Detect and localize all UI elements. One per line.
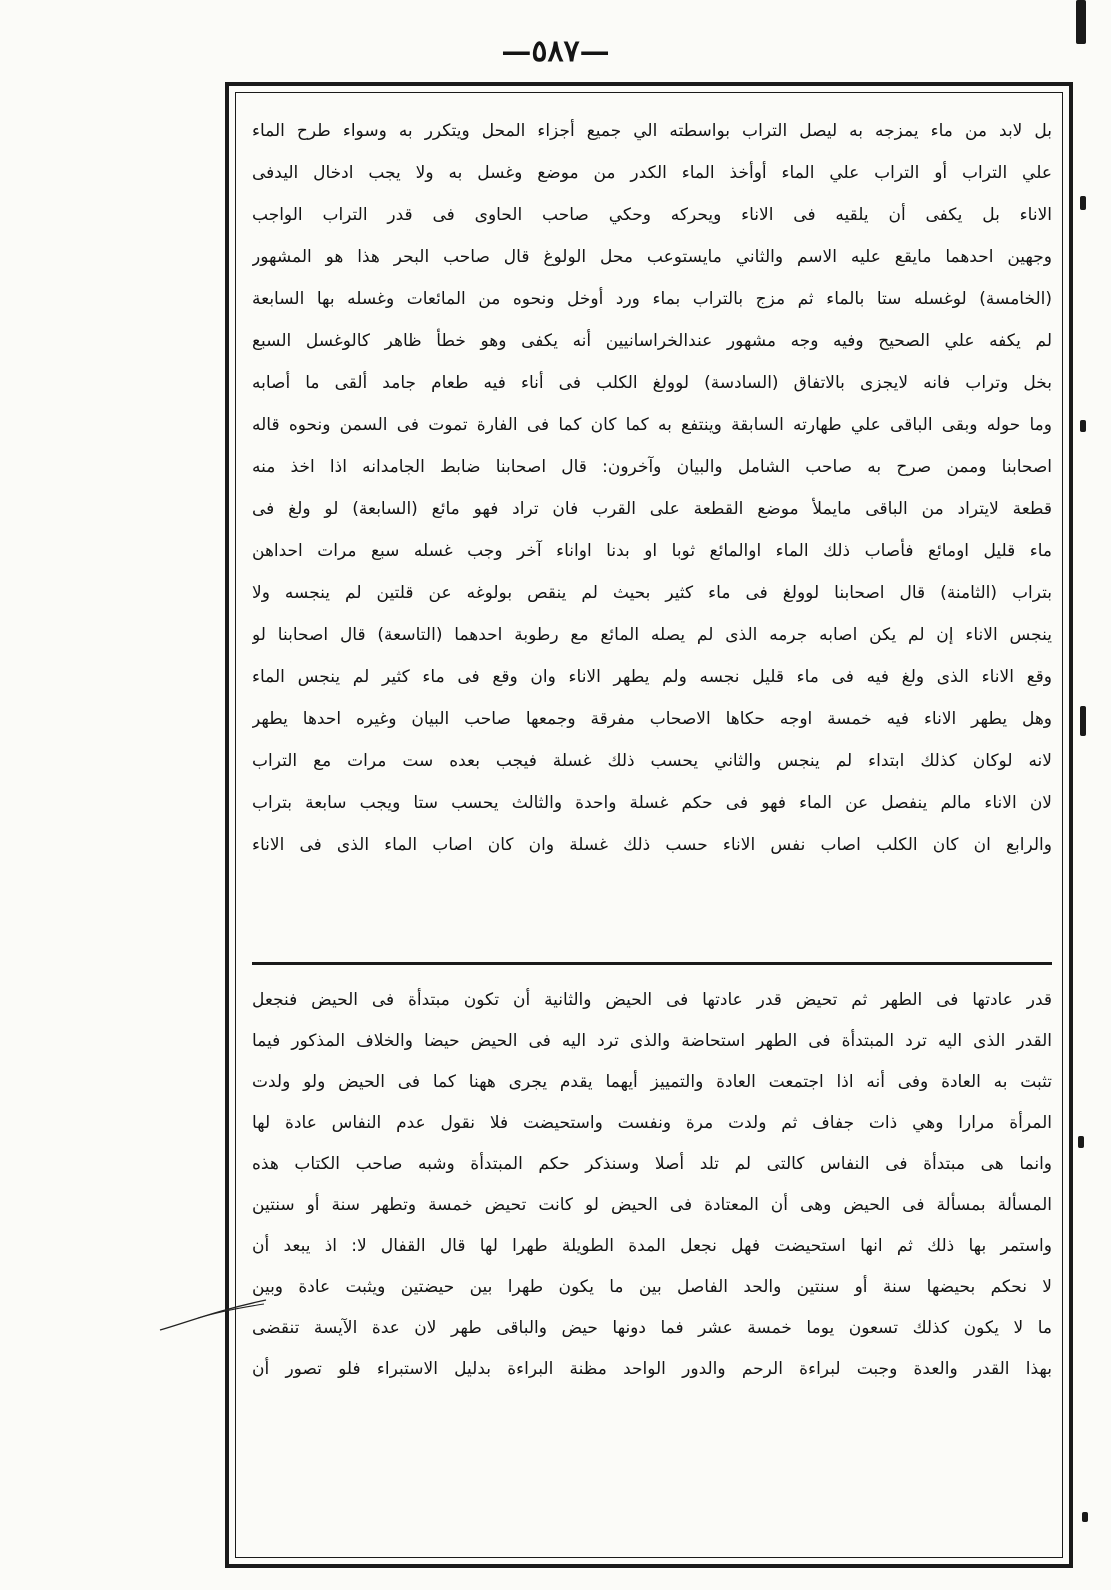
main-text-line: لان الاناء مالم ينفصل عن الماء فهو فى حكم غسلة واحدة والثالث يحسب ستا ويجب سابعة بتراب (252, 793, 1052, 813)
main-text-line: لم يكفه علي الصحيح وفيه وجه مشهور عندالخراسانيين أنه يكفى وهو خطأ ظاهر كالوغسل السبع (252, 331, 1052, 351)
main-text-line: ينجس الاناء إن لم يكن اصابه جرمه الذى لم يصله المائع مع رطوبة احدهما (التاسعة) قال اصحابنا لو (252, 625, 1052, 645)
footnote-text-line: واستمر بها ذلك ثم انها استحيضت فهل نجعل المدة الطويلة طهرا لها قال القفال لا: اذ يبعد أن (252, 1236, 1052, 1256)
main-text-line: وقع الاناء الذى ولغ فيه فى ماء قليل نجسه ولم يطهر الاناء وان وقع فى ماء كثير لم ينجس الماء (252, 667, 1052, 687)
section-divider (252, 962, 1052, 965)
footnote-text-line: لا نحكم بحيضها سنة أو سنتين والحد الفاصل بين ما يكون طهرا بين حيضتين ويثبت عادة وبين (252, 1277, 1052, 1297)
footnote-text-line: ما لا يكون كذلك تسعون يوما خمسة عشر فما دونها حيض والباقى طهر لان عدة الآيسة تنقضى (252, 1318, 1052, 1338)
margin-ink-mark (1080, 196, 1086, 210)
main-text-line: قطعة لايتراد من الباقى مايملأ موضع القطعة على القرب فان تراد فهو مائع (السابعة) لو ولغ فى (252, 499, 1052, 519)
main-text-line: بل لابد من ماء يمزجه به ليصل التراب بواسطته الي جميع أجزاء المحل ويتكرر به وسواء طرح الماء (252, 121, 1052, 141)
footnote-text-line: القدر الذى اليه ترد المبتدأة فى الطهر استحاضة والذى ترد اليه فى الحيض حيضا والخلاف المذكور فيما (252, 1031, 1052, 1051)
margin-ink-mark (1080, 420, 1086, 432)
footnote-text-block (252, 980, 1052, 1390)
main-text-line: (الخامسة) لوغسله ستا بالماء ثم مزج بالتراب بماء ورد أوخل ونحوه من المائعات وغسله بها السابعة (252, 289, 1052, 309)
main-text-line: وجهين احدهما مايقع عليه الاسم والثاني مايستوعب محل الولوغ قال صاحب البحر هذا هو المشهور (252, 247, 1052, 267)
main-text-line: ماء قليل اومائع فأصاب ذلك الماء اوالمائع ثوبا او بدنا اواناء آخر وجب غسله سبع مرات احداهن (252, 541, 1052, 561)
margin-ink-mark (1080, 706, 1086, 736)
footnote-text-line: وانما هى مبتدأة فى النفاس كالتى لم تلد أصلا وسنذكر حكم المبتدأة وشبه صاحب الكتاب هذه (252, 1154, 1052, 1174)
main-text-line: علي التراب أو التراب علي الماء أوأخذ الماء الكدر من موضع وغسل به ولا يجب ادخال اليدفى (252, 163, 1052, 183)
page-number: —٥٨٧— (501, 34, 610, 69)
margin-ink-mark (1078, 1136, 1084, 1148)
margin-ink-mark (1076, 0, 1086, 44)
main-text-line: وما حوله وبقى الباقى علي طهارته السابقة وينتفع به كما كان كما فى الفارة تموت فى السمن ونحوه قاله (252, 415, 1052, 435)
main-text-line: اصحابنا وممن صرح به صاحب الشامل والبيان وآخرون: قال اصحابنا ضابط الجامدانه اذا اخذ منه (252, 457, 1052, 477)
margin-ink-mark (1082, 1512, 1088, 1522)
handwritten-pen-stroke (158, 1296, 268, 1336)
footnote-text-line: المسألة بمسألة فى الحيض وهى أن المعتادة فى الحيض لو كانت تحيض خمسة وتطهر سنة أو سنتين (252, 1195, 1052, 1215)
main-text-line: وهل يطهر الاناء فيه خمسة اوجه حكاها الاصحاب مفرقة وجمعها صاحب البيان وغيره احدها يطهر (252, 709, 1052, 729)
main-text-line: الاناء بل يكفى أن يلقيه فى الاناء ويحركه وحكي صاحب الحاوى فى قدر التراب الواجب (252, 205, 1052, 225)
footnote-text-line: تثبت به العادة وفى أنه اذا اجتمعت العادة والتمييز أيهما يقدم يجرى ههنا كما فى الحيض ولو ولدت (252, 1072, 1052, 1092)
footnote-text-line: المرأة مرارا وهي ذات جفاف ثم ولدت مرة ونفست واستحيضت فلا نقول عدم النفاس عادة لها (252, 1113, 1052, 1133)
main-text-block (252, 110, 1052, 866)
footnote-text-line: بهذا القدر والعدة وجبت لبراءة الرحم والدور الواحد مظنة البراءة بدليل الاستبراء فلو تصور أن (252, 1359, 1052, 1379)
footnote-text-line: قدر عادتها فى الطهر ثم تحيض قدر عادتها فى الحيض والثانية أن تكون مبتدأة فى الحيض فنجعل (252, 990, 1052, 1010)
main-text-line: بتراب (الثامنة) قال اصحابنا لوولغ فى ماء كثير بحيث لم ينقص بولوغه عن قلتين لم ينجسه ولا (252, 583, 1052, 603)
main-text-line: بخل وتراب فانه لايجزى بالاتفاق (السادسة) لوولغ الكلب فى أناء فيه طعام جامد ألقى ما أصابه (252, 373, 1052, 393)
main-text-line: لانه لوكان كذلك ابتداء لم ينجس والثاني يحسب ذلك غسلة فيجب بعده ست مرات مع التراب (252, 751, 1052, 771)
main-text-line: والرابع ان كان الكلب اصاب نفس الاناء حسب ذلك غسلة وان كان اصاب الماء الذى فى الاناء (252, 835, 1052, 855)
